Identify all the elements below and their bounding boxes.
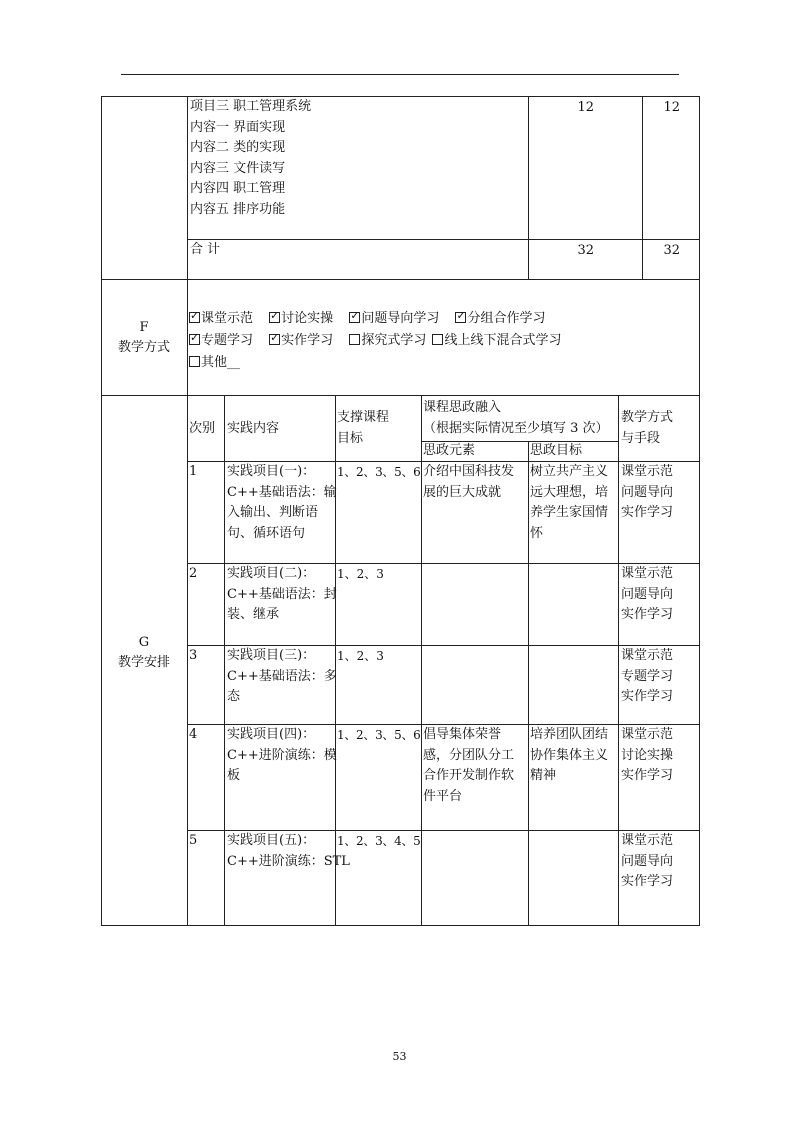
section-g-title: 教学安排 bbox=[117, 655, 170, 670]
method-checkbox[interactable]: ✓ 实作学习 bbox=[269, 330, 333, 352]
method-checkbox[interactable]: ✓课堂示范 bbox=[189, 308, 253, 330]
method-checkbox[interactable]: ✓ 讨论实操 bbox=[269, 308, 333, 330]
row-target: 培养团队团结 协作集体主义 精神 bbox=[530, 727, 609, 783]
row-target: 树立共产主义 远大理想，培 养学生家国情 怀 bbox=[530, 464, 609, 541]
checkbox-icon[interactable] bbox=[269, 312, 280, 323]
method-checkbox[interactable]: 探究式学习 bbox=[349, 330, 426, 352]
header-target: 思政目标 bbox=[530, 443, 583, 458]
row-goal: 1、2、3、5、6 bbox=[337, 728, 421, 742]
header-no: 次别 bbox=[189, 421, 216, 436]
method-checkbox[interactable]: 线上线下混合式学习 bbox=[432, 330, 561, 352]
row-method: 课堂示范 专题学习 实作学习 bbox=[621, 648, 674, 704]
checkbox-icon[interactable] bbox=[349, 312, 360, 323]
header-goal: 支撑课程 目标 bbox=[337, 410, 390, 446]
page-number: 53 bbox=[392, 1050, 407, 1063]
project-hours-1: 12 bbox=[577, 100, 594, 115]
total-hours-1: 32 bbox=[577, 243, 594, 258]
section-g-code: G bbox=[138, 635, 150, 650]
row-method: 课堂示范 讨论实操 实作学习 bbox=[621, 727, 674, 783]
row-goal: 1、2、3、4、5 bbox=[337, 834, 421, 848]
course-table bbox=[101, 96, 700, 926]
row-method: 课堂示范 问题导向 实作学习 bbox=[621, 833, 674, 889]
section-f-code: F bbox=[139, 320, 149, 335]
checkbox-icon[interactable] bbox=[455, 312, 466, 323]
row-goal: 1、2、3、5、6 bbox=[337, 465, 421, 479]
header-content: 实践内容 bbox=[227, 421, 280, 436]
header-rule bbox=[121, 74, 679, 75]
method-checkbox[interactable]: ✓ 问题导向学习 bbox=[349, 308, 439, 330]
project-line: 内容二 类的实现 bbox=[190, 140, 286, 155]
checkbox-icon[interactable] bbox=[349, 334, 360, 345]
project-line: 内容四 职工管理 bbox=[190, 181, 286, 196]
header-ideology: 课程思政融入 （根据实际情况至少填写 3 次） bbox=[423, 400, 609, 436]
row-element: 倡导集体荣誉 感，分团队分工 合作开发制作软 件平台 bbox=[423, 727, 515, 804]
teaching-methods bbox=[189, 308, 561, 374]
project-content bbox=[190, 97, 311, 220]
checkbox-icon[interactable] bbox=[269, 334, 280, 345]
row-no: 2 bbox=[189, 566, 198, 581]
method-checkbox[interactable]: ✓专题学习 bbox=[189, 330, 253, 352]
total-label: 合 计 bbox=[190, 242, 221, 257]
project-line: 项目三 职工管理系统 bbox=[190, 99, 312, 114]
row-content: 实践项目(五)： C++进阶演练：STL bbox=[227, 833, 350, 869]
method-checkbox[interactable]: ✓ 分组合作学习 bbox=[455, 308, 545, 330]
checkbox-icon[interactable] bbox=[432, 334, 443, 345]
project-line: 内容三 文件读写 bbox=[190, 160, 286, 176]
row-goal: 1、2、3 bbox=[337, 649, 384, 663]
checkbox-icon[interactable] bbox=[189, 356, 200, 367]
project-line: 内容一 界面实现 bbox=[190, 119, 286, 135]
method-checkbox[interactable]: 其他__ bbox=[189, 352, 240, 374]
project-hours-2: 12 bbox=[663, 100, 680, 115]
section-g-label bbox=[101, 633, 187, 673]
checkbox-icon[interactable] bbox=[189, 312, 200, 323]
row-method: 课堂示范 问题导向 实作学习 bbox=[621, 464, 674, 520]
checkbox-icon[interactable] bbox=[189, 334, 200, 345]
row-element: 介绍中国科技发 展的巨大成就 bbox=[423, 464, 515, 500]
row-no: 4 bbox=[189, 727, 198, 742]
row-no: 5 bbox=[189, 833, 198, 848]
row-goal: 1、2、3 bbox=[337, 567, 384, 581]
row-content: 实践项目(一)： C++基础语法：输 入输出、判断语 句、循环语句 bbox=[227, 464, 337, 541]
row-no: 1 bbox=[189, 464, 198, 479]
row-method: 课堂示范 问题导向 实作学习 bbox=[621, 566, 674, 622]
section-f-title: 教学方式 bbox=[117, 340, 170, 355]
section-f-label bbox=[101, 318, 187, 358]
header-element: 思政元素 bbox=[423, 443, 476, 458]
header-method: 教学方式 与手段 bbox=[621, 410, 674, 446]
project-line: 内容五 排序功能 bbox=[190, 201, 286, 217]
row-content: 实践项目(二)： C++基础语法：封 装、继承 bbox=[227, 566, 337, 622]
row-content: 实践项目(四)： C++进阶演练：模 板 bbox=[227, 727, 337, 783]
row-no: 3 bbox=[189, 648, 198, 663]
row-content: 实践项目(三)： C++基础语法：多 态 bbox=[227, 648, 337, 704]
total-hours-2: 32 bbox=[663, 243, 680, 258]
